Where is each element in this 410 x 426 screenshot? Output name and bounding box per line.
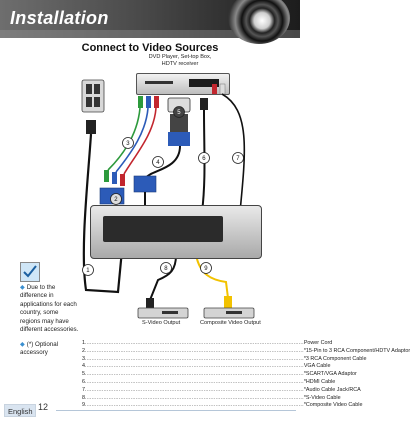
note-text-1: Due to the difference in applications for each country, some regions may have different accessories. bbox=[20, 284, 79, 334]
callout-9 bbox=[201, 263, 212, 274]
svg-text:5: 5 bbox=[177, 110, 181, 117]
list-item: 1. ................................................................................................................................ Power Cord bbox=[82, 340, 333, 346]
list-item: 5. ................................................................................................................................ *SCART/VGA Adaptor bbox=[82, 371, 357, 378]
svg-text:7: 7 bbox=[236, 156, 240, 163]
input-panel bbox=[103, 216, 223, 242]
footer-divider bbox=[56, 410, 296, 411]
projector-rear-panel bbox=[90, 205, 262, 259]
wall-outlet bbox=[82, 80, 104, 112]
composite-device bbox=[204, 308, 254, 318]
note-checkmark-icon bbox=[20, 262, 40, 282]
page-number: 12 bbox=[38, 402, 49, 412]
svg-text:8: 8 bbox=[164, 266, 168, 273]
callout-6 bbox=[199, 153, 210, 164]
audio-cable bbox=[212, 84, 244, 212]
svg-text:9: 9 bbox=[204, 266, 208, 273]
list-item: 6. ................................................................................................................................ *HDMI Cable bbox=[82, 378, 336, 385]
scart-adaptor bbox=[168, 98, 190, 146]
list-item: 7. ................................................................................................................................ *Audio Cable Jack/RCA bbox=[82, 386, 361, 393]
note-regional-accessories bbox=[20, 284, 80, 334]
list-item: 3. ................................................................................................................................ *3 RCA Component Cable bbox=[82, 355, 367, 362]
svideo-output-caption: S-Video Output bbox=[142, 320, 181, 326]
svideo-cable bbox=[146, 255, 176, 310]
source-device-label-line1: DVD Player, Set-top Box, bbox=[148, 54, 212, 60]
svg-text:6: 6 bbox=[202, 156, 206, 163]
callout-4 bbox=[153, 157, 164, 168]
callout-7 bbox=[233, 153, 244, 164]
svg-text:3: 3 bbox=[126, 141, 130, 148]
note-optional bbox=[20, 341, 80, 358]
callout-1 bbox=[83, 265, 94, 276]
section-title: Connect to Video Sources bbox=[81, 42, 219, 54]
bullet-icon: ◆ bbox=[20, 284, 25, 291]
page-title: Installation bbox=[10, 8, 109, 28]
composite-cable bbox=[196, 255, 232, 308]
svg-text:1: 1 bbox=[86, 268, 90, 275]
svg-text:2: 2 bbox=[114, 197, 118, 204]
callout-5 bbox=[174, 107, 185, 118]
note-text-2: (*) Optional accessory bbox=[20, 341, 59, 357]
callout-8 bbox=[161, 263, 172, 274]
composite-output-caption: Composite Video Output bbox=[200, 320, 261, 326]
list-item: 4. ................................................................................................................................ VGA Cable bbox=[82, 363, 331, 370]
footer-language: English bbox=[4, 404, 36, 417]
svideo-device bbox=[138, 308, 188, 318]
list-item: 8. ................................................................................................................................ *S-Video Cable bbox=[82, 394, 341, 401]
cable-list bbox=[82, 340, 410, 410]
list-item: 9. ................................................................................................................................ *Composite Video Cable bbox=[82, 402, 363, 409]
source-device-label-line2: HDTV receiver bbox=[161, 61, 199, 67]
callout-3 bbox=[123, 138, 134, 149]
callout-2 bbox=[111, 194, 122, 205]
list-item: 2. ................................................................................................................................ *15-Pin to 3 RCA Component/HDTV Adaptor bbox=[82, 347, 410, 354]
svg-text:4: 4 bbox=[156, 160, 160, 167]
bullet-icon: ◆ bbox=[20, 341, 25, 348]
